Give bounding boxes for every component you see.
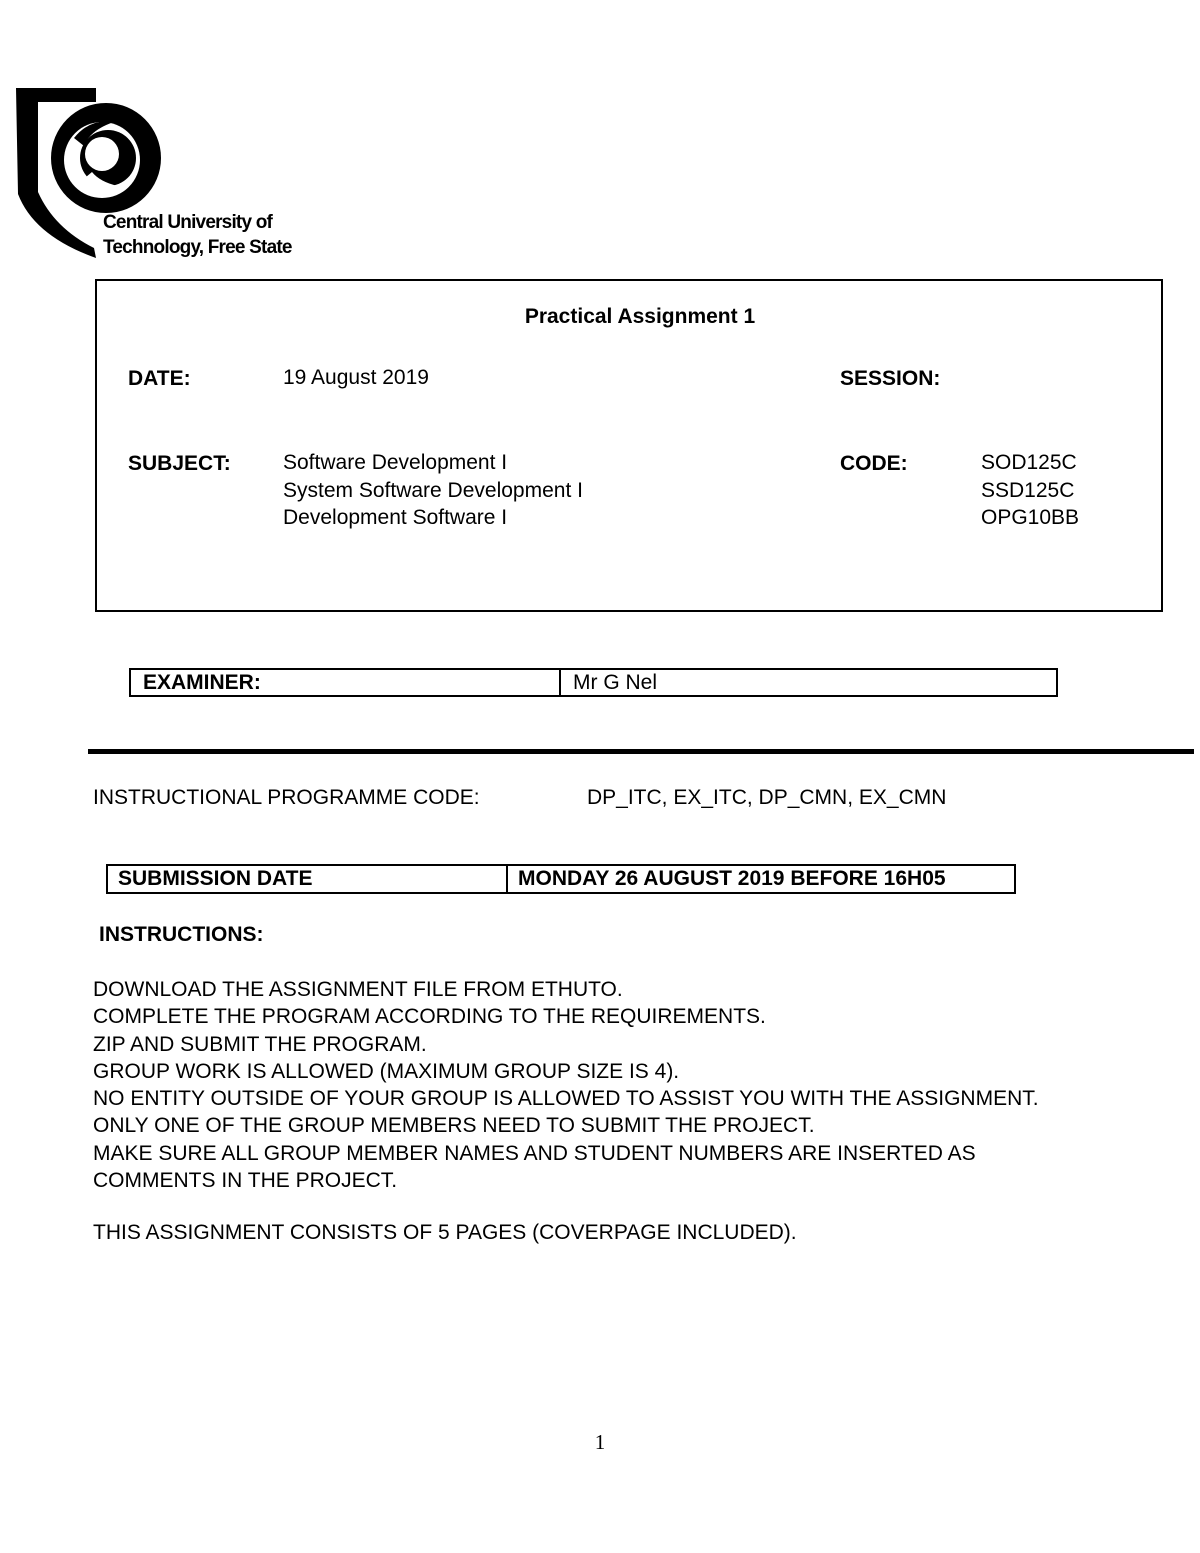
instruction-item: ZIP AND SUBMIT THE PROGRAM. — [93, 1032, 427, 1056]
date-label: DATE: — [128, 367, 191, 390]
programme-code-value: DP_ITC, EX_ITC, DP_CMN, EX_CMN — [587, 786, 947, 809]
subject-item: Development Software I — [283, 506, 508, 529]
instruction-item: COMPLETE THE PROGRAM ACCORDING TO THE REQUIREMENTS. — [93, 1005, 766, 1029]
instruction-item: MAKE SURE ALL GROUP MEMBER NAMES AND STUDENT NUMBERS ARE INSERTED AS — [93, 1141, 976, 1165]
subject-item: Software Development I — [283, 451, 508, 474]
examiner-value: Mr G Nel — [573, 671, 657, 694]
instruction-item: GROUP WORK IS ALLOWED (MAXIMUM GROUP SIZE IS 4). — [93, 1059, 680, 1083]
page-count-note: THIS ASSIGNMENT CONSISTS OF 5 PAGES (COVERPAGE INCLUDED). — [93, 1221, 797, 1244]
subject-list — [283, 449, 583, 532]
session-label: SESSION: — [840, 367, 941, 390]
examiner-label: EXAMINER: — [131, 670, 561, 695]
document-title: Practical Assignment 1 — [524, 305, 756, 328]
subject-item: System Software Development I — [283, 478, 583, 502]
date-value: 19 August 2019 — [283, 366, 429, 389]
university-name — [103, 210, 292, 260]
submission-table — [106, 864, 1016, 894]
section-divider — [88, 749, 1194, 754]
code-item: SOD125C — [981, 451, 1077, 474]
instructions-list — [93, 976, 1039, 1194]
instruction-item: NO ENTITY OUTSIDE OF YOUR GROUP IS ALLOWED TO ASSIST YOU WITH THE ASSIGNMENT. — [93, 1087, 1039, 1111]
programme-code-label: INSTRUCTIONAL PROGRAMME CODE: — [93, 786, 480, 809]
university-name-line-2: Technology, Free State — [103, 237, 292, 258]
instructions-heading: INSTRUCTIONS: — [99, 923, 264, 946]
code-label: CODE: — [840, 452, 908, 475]
code-item: OPG10BB — [981, 506, 1080, 529]
subject-label: SUBJECT: — [128, 452, 231, 475]
submission-date-label: SUBMISSION DATE — [108, 866, 508, 892]
code-list — [981, 449, 1079, 532]
examiner-table — [129, 668, 1058, 697]
instruction-item: COMMENTS IN THE PROJECT. — [93, 1169, 398, 1193]
instruction-item: ONLY ONE OF THE GROUP MEMBERS NEED TO SUBMIT THE PROJECT. — [93, 1114, 815, 1138]
instruction-item: DOWNLOAD THE ASSIGNMENT FILE FROM ETHUTO. — [93, 978, 623, 1001]
page-number: 1 — [594, 1430, 606, 1454]
code-item: SSD125C — [981, 478, 1075, 502]
submission-date-value: MONDAY 26 AUGUST 2019 BEFORE 16H05 — [518, 867, 946, 890]
university-name-line-1: Central University of — [103, 212, 273, 233]
